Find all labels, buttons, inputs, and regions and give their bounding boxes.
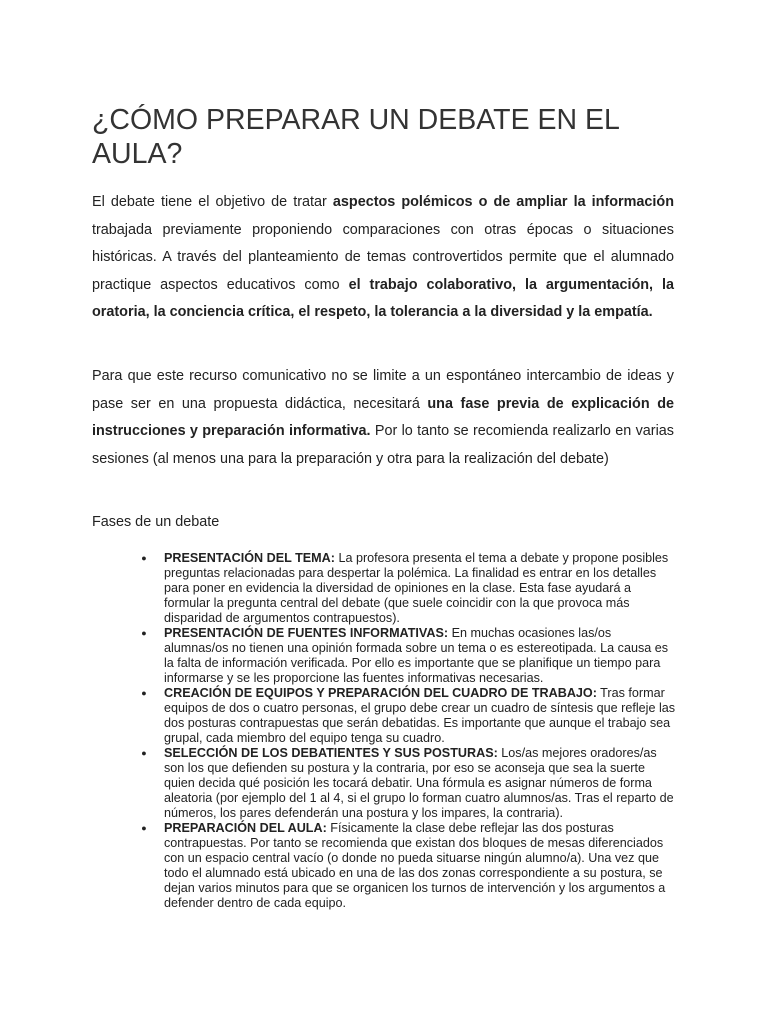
phase-text: Físicamente la clase debe reflejar las dos posturas contrapuestas. Por tanto se recomienda que existan dos bloques de mesas diferenciados con un espacio central vacío (o donde no pueda situarse ningún alumno/a). Una vez que todo el alumnado está ubicado en una de las dos zonas correspondiente a su postura, se dejan varios minutos para que se organicen los turnos de intervención y los argumentos a defender dentro de cada equipo. — [164, 821, 666, 910]
paragraph-emphasis: el trabajo colaborativo, la argumentación, la oratoria, la conciencia crítica, el respeto, la tolerancia a la diversidad y la empatía. — [92, 276, 675, 320]
paragraph-text: Por lo tanto se recomienda realizarlo en varias sesiones (al menos una para la preparación y otra para la realización del debate) — [92, 423, 674, 467]
phase-text: Tras formar equipos de dos o cuatro personas, el grupo debe crear un cuadro de síntesis que refleje las dos posturas contrapuestas que serán debatidas. Es importante que aunque el trabajo sea grupal, cada miembro del equipo tenga su cuadro. — [164, 686, 676, 745]
phase-item-seleccion-debatientes — [139, 746, 679, 821]
phase-title: CREACIÓN DE EQUIPOS Y PREPARACIÓN DEL CUADRO DE TRABAJO: — [164, 686, 597, 700]
phase-text: Los/as mejores oradores/as son los que defienden su postura y la contraria, por eso se aconseja que sea la suerte quien decida qué posición les tocará debatir. Una fórmula es asignar números de forma aleatoria (por ejemplo del 1 al 4, si el grupo lo forman cuatro alumnos/as. Tras el reparto de números, los pares defenderán una postura y los impares, la contraria). — [164, 746, 674, 820]
purpose-paragraph — [92, 363, 674, 473]
phase-text: En muchas ocasiones las/os alumnas/os no tienen una opinión formada sobre un tema o es estereotipada. La causa es la falta de información verificada. Por ello es importante que se planifique un tiempo para informarse y se les proporcione las fuentes informativas necesarias. — [164, 626, 669, 685]
bullet-icon: ● — [141, 628, 147, 638]
intro-paragraph — [92, 189, 674, 327]
phase-title: PRESENTACIÓN DE FUENTES INFORMATIVAS: — [164, 626, 449, 640]
phase-title: PRESENTACIÓN DEL TEMA: — [164, 551, 335, 565]
bullet-icon: ● — [141, 553, 147, 563]
paragraph-text: trabajada previamente proponiendo comparaciones con otras épocas o situaciones históricas. A través del planteamiento de temas controvertidos permite que el alumnado practique aspectos educativos como — [92, 221, 674, 293]
phase-item-fuentes-informativas — [139, 626, 679, 686]
bullet-icon: ● — [141, 688, 147, 698]
paragraph-emphasis: aspectos polémicos o de ampliar la información — [332, 194, 674, 210]
paragraph-emphasis: una fase previa de explicación de instrucciones y preparación informativa. — [92, 395, 674, 439]
phase-item-presentacion-tema — [139, 551, 679, 626]
bullet-icon: ● — [141, 823, 147, 833]
phase-item-creacion-equipos — [139, 686, 679, 746]
phase-title: PREPARACIÓN DEL AULA: — [164, 821, 327, 835]
phases-heading: Fases de un debate — [92, 514, 220, 530]
document-title: ¿CÓMO PREPARAR UN DEBATE EN EL AULA? — [92, 104, 619, 170]
phases-list — [139, 551, 679, 911]
paragraph-text: El debate tiene el objetivo de tratar — [92, 194, 333, 210]
phase-title: SELECCIÓN DE LOS DEBATIENTES Y SUS POSTURAS: — [164, 746, 498, 760]
bullet-icon: ● — [141, 748, 147, 758]
phase-item-preparacion-aula — [139, 821, 679, 911]
phase-text: La profesora presenta el tema a debate y propone posibles preguntas relacionadas para despertar la polémica. La finalidad es entrar en los detalles para poner en evidencia la diversidad de opiniones en la clase. Esta fase ayudará a formular la pregunta central del debate (que suele coincidir con la que provoca más disparidad de argumentos contrapuestos). — [164, 551, 669, 625]
paragraph-text: Para que este recurso comunicativo no se limite a un espontáneo intercambio de ideas y pase ser en una propuesta didáctica, necesitará — [92, 368, 674, 412]
